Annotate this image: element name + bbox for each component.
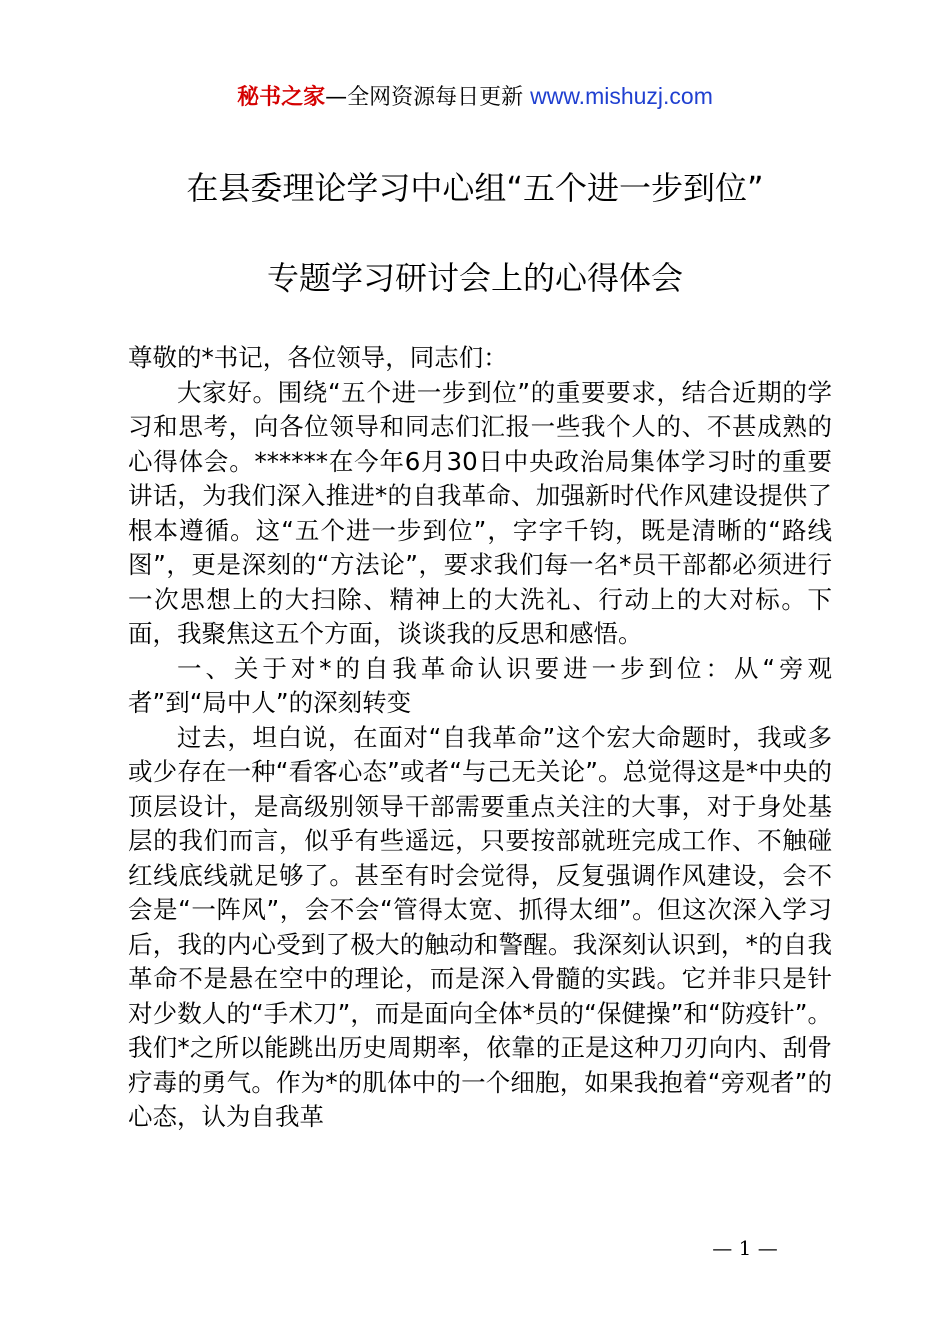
site-url[interactable]: www.mishuzj.com [530,83,713,109]
site-header [0,80,950,114]
site-tagline: —全网资源每日更新 [325,85,531,110]
paragraph-section-1: 过去，坦白说，在面对“自我革命”这个宏大命题时，我或多或少存在一种“看客心态”或者“与己无关论”。总觉得这是*中央的顶层设计，是高级别领导干部需要重点关注的大事，对于身处基层的我们而言，似乎有些遥远，只要按部就班完成工作、不触碰红线底线就足够了。甚至有时会觉得，反复强调作风建设，会不会是“一阵风”，会不会“管得太宽、抓得太细”。但这次深入学习后，我的内心受到了极大的触动和警醒。我深刻认识到，*的自我革命不是悬在空中的理论，而是深入骨髓的实践。它并非只是针对少数人的“手术刀”，而是面向全体*员的“保健操”和“防疫针”。我们*之所以能跳出历史周期率，依靠的正是这种刀刃向内、刮骨疗毒的勇气。作为*的肌体中的一个细胞，如果我抱着“旁观者”的心态，认为自我革 [128,722,832,1131]
document-title-line-1: 在县委理论学习中心组“五个进一步到位” [186,169,764,207]
salutation: 尊敬的*书记，各位领导，同志们： [128,343,508,372]
document-title-line-2: 专题学习研讨会上的心得体会 [266,259,683,297]
page-number: — 1 — [712,1236,778,1260]
paragraph-intro: 大家好。围绕“五个进一步到位”的重要要求，结合近期的学习和思考，向各位领导和同志们汇报一些我个人的、不甚成熟的心得体会。******在今年6月30日中央政治局集体学习时的重要讲话，为我们深入推进*的自我革命、加强新时代作风建设提供了根本遵循。这“五个进一步到位”，字字千钧，既是清晰的“路线图”，更是深刻的“方法论”，要求我们每一名*员干部都必须进行一次思想上的大扫除、精神上的大洗礼、行动上的大对标。下面，我聚焦这五个方面，谈谈我的反思和感悟。 [128,377,832,648]
site-brand: 秘书之家 [237,85,326,110]
section-heading-1: 一、关于对*的自我革命认识要进一步到位：从“旁观者”到“局中人”的深刻转变 [128,653,832,717]
document-body [128,341,832,1135]
